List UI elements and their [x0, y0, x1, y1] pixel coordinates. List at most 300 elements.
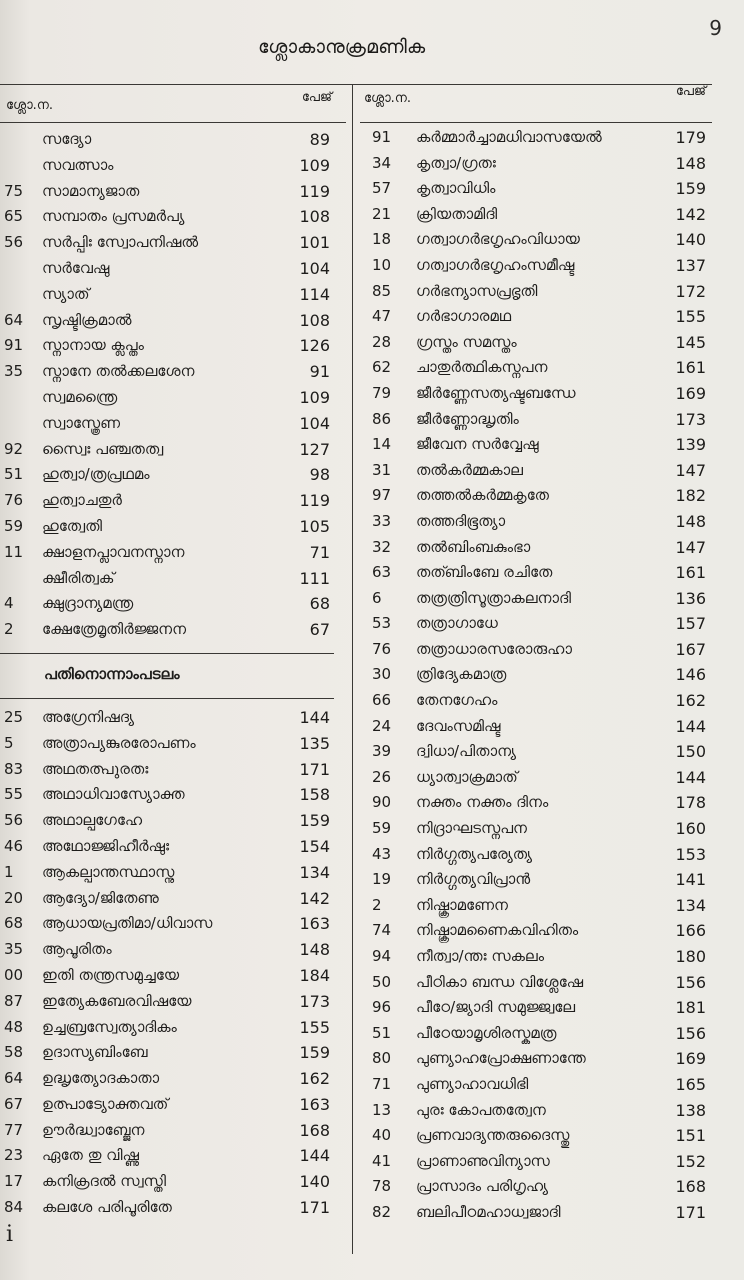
index-entry	[0, 757, 346, 783]
index-entry	[360, 151, 712, 177]
sloka-number: 91	[372, 128, 392, 146]
index-entry	[360, 407, 712, 433]
sloka-text: അഥാല്പഗേഹേ	[42, 811, 143, 830]
page-ref: 141	[675, 870, 706, 890]
index-entry	[0, 359, 346, 385]
index-entry	[0, 1118, 346, 1144]
sloka-number: 62	[372, 358, 392, 377]
sloka-text: സൃഷ്ടിക്രമാൽ	[42, 310, 132, 329]
index-entry	[0, 937, 346, 963]
index-entry	[360, 330, 712, 356]
index-entry	[360, 304, 712, 330]
index-entry	[0, 1040, 346, 1066]
sloka-number: 92	[4, 439, 24, 458]
index-entry	[360, 1123, 712, 1149]
index-entry	[360, 227, 712, 253]
sloka-number: 11	[4, 542, 24, 561]
index-entry	[0, 963, 346, 989]
page-ref: 163	[299, 914, 330, 934]
index-entry	[0, 488, 346, 514]
sloka-number: 18	[372, 230, 392, 249]
sloka-text: തത്രാധാരസരോരുഹാ	[416, 639, 572, 658]
sloka-number: 82	[372, 1202, 392, 1221]
page-ref: 145	[675, 332, 706, 352]
index-entry	[0, 808, 346, 834]
sloka-number: 48	[4, 1017, 24, 1036]
index-entry	[360, 1200, 712, 1226]
sloka-text: ജീർണ്ണേസത്യഷ്ടബന്ധേ	[416, 383, 576, 402]
page-ref: 171	[675, 1202, 706, 1222]
sloka-number: 2	[372, 895, 382, 914]
page-ref: 173	[299, 991, 330, 1011]
page-ref: 108	[299, 207, 330, 227]
page-ref: 154	[299, 836, 330, 856]
index-entry	[360, 893, 712, 919]
sloka-number: 17	[4, 1172, 24, 1191]
page-ref: 119	[299, 181, 330, 201]
sloka-number-label: ശ്ലോ.ന.	[6, 98, 53, 113]
page-ref: 98	[309, 465, 330, 485]
page-ref: 168	[299, 1120, 330, 1140]
page-ref: 111	[299, 568, 330, 588]
sloka-number-label: ശ്ലോ.ന.	[364, 91, 411, 106]
page-ref: 109	[299, 155, 330, 175]
sloka-text: ഉച്ചബ്രസ്വേത്യാദികം	[42, 1017, 177, 1036]
sloka-number: 83	[4, 759, 24, 778]
index-entry	[360, 1149, 712, 1175]
right-index-list	[360, 125, 712, 1226]
index-entry	[360, 125, 712, 151]
left-index-list	[0, 127, 346, 643]
sloka-text: നിഷ്ക്രാമണൈകവിഹിതം	[416, 921, 579, 940]
sloka-number: 2	[4, 620, 14, 639]
sloka-text: തേനഗേഹം	[416, 691, 498, 710]
sloka-text: നീത്വാ/ന്തഃ സകലം	[416, 947, 545, 965]
sloka-number: 66	[372, 691, 392, 710]
index-entry	[360, 202, 712, 228]
index-entry	[0, 1143, 346, 1169]
sloka-text: അഗ്രേനിഷദ്യ	[42, 707, 135, 726]
sloka-number: 24	[372, 716, 392, 735]
page-title: ശ്ലോകാനുക്രമണിക	[258, 36, 426, 58]
sloka-number: 85	[372, 281, 392, 300]
sloka-number: 34	[372, 153, 392, 172]
index-entry	[0, 153, 346, 179]
page-ref: 160	[675, 819, 706, 839]
page-ref: 179	[675, 128, 706, 147]
page-ref: 148	[675, 153, 706, 173]
sloka-text: സ്വാസ്ത്രേണ	[42, 413, 120, 432]
sloka-text: ഇതി തന്ത്രസമുച്ചയേ	[42, 965, 180, 984]
sloka-text: തത്തദിഭൂത്യാ	[416, 511, 506, 530]
sloka-text: കലശേ പരിപൂരിതേ	[42, 1198, 172, 1217]
index-entry	[0, 1015, 346, 1041]
page-ref: 163	[299, 1094, 330, 1114]
page-ref: 156	[675, 972, 706, 992]
page-ref: 167	[675, 639, 706, 659]
page-ref: 144	[299, 1146, 330, 1166]
sloka-text: അഥോജ്ജിഹീർഷുഃ	[42, 836, 170, 855]
sloka-number: 86	[372, 409, 392, 428]
index-entry	[0, 911, 346, 937]
sloka-text: കർമ്മാർച്ചാമധിവാസയേൽ	[416, 128, 602, 146]
sloka-number: 80	[372, 1049, 392, 1068]
index-entry	[0, 540, 346, 566]
page-ref: 148	[299, 940, 330, 960]
sloka-text: പീഠേയാമൃശിരസ്കമത്ര	[416, 1023, 557, 1042]
index-entry	[0, 591, 346, 617]
sloka-number: 56	[4, 233, 24, 252]
sloka-text: സ്വൈഃ പഞ്ചതത്വ	[42, 439, 164, 458]
sloka-number: 51	[4, 465, 24, 484]
sloka-number: 21	[372, 204, 392, 223]
page-ref: 158	[299, 785, 330, 805]
sloka-number: 76	[4, 491, 24, 510]
sloka-text: ഹുത്വേതി	[42, 516, 103, 535]
page-ref: 165	[675, 1074, 706, 1094]
page-ref: 166	[675, 921, 706, 941]
sloka-number: 74	[372, 921, 392, 940]
sloka-text: തൽബിംബകുംഭാ	[416, 537, 531, 556]
page-ref: 119	[299, 491, 330, 511]
sloka-number: 84	[4, 1198, 24, 1217]
page-ref: 184	[299, 965, 330, 985]
index-entry	[0, 1195, 346, 1221]
sloka-text: പ്രണവാദ്യന്തരുദൈസ്തു	[416, 1126, 570, 1145]
sloka-number: 59	[4, 516, 24, 535]
page-ref: 171	[299, 759, 330, 779]
index-entry	[0, 705, 346, 731]
sloka-number: 71	[372, 1074, 392, 1093]
page-ref: 147	[675, 537, 706, 557]
sloka-number: 19	[372, 870, 392, 889]
sloka-text: സമ്പാതം പ്രസമർപ്യ	[42, 207, 185, 226]
page-ref: 169	[675, 383, 706, 403]
index-entry	[0, 411, 346, 437]
sloka-text: തൽകർമ്മകാല	[416, 460, 523, 479]
page-ref: 138	[675, 1100, 706, 1120]
page-ref: 71	[309, 542, 330, 562]
sloka-number: 33	[372, 511, 392, 530]
page-ref: 147	[675, 460, 706, 480]
sloka-number: 53	[372, 614, 392, 633]
index-entry	[360, 1174, 712, 1200]
sloka-number: 6	[372, 588, 382, 607]
page-ref: 144	[299, 707, 330, 727]
sloka-text: തത്രാഗാധേ	[416, 614, 498, 633]
sloka-text: കൃത്വാവിധിം	[416, 179, 496, 198]
index-entry	[360, 944, 712, 970]
sloka-text: പ്രാസാദം പരിഗൃഹ്യ	[416, 1177, 549, 1196]
index-entry	[360, 253, 712, 279]
sloka-text: പ്രാണാണുവിന്യാസ	[416, 1151, 550, 1170]
footer-mark: i	[6, 1222, 14, 1247]
sloka-text: ക്ഷേത്രേമൃതിർജ്ജനന	[42, 620, 186, 639]
index-entry	[360, 842, 712, 868]
index-entry	[0, 566, 346, 592]
sloka-text: നക്തം നക്തം ദിനം	[416, 793, 549, 812]
left-index-list-section	[0, 705, 346, 1221]
index-entry	[0, 886, 346, 912]
sloka-text: ആകല്പാന്തസ്ഥാസ്നു	[42, 862, 175, 881]
index-entry	[0, 782, 346, 808]
sloka-number: 90	[372, 793, 392, 812]
sloka-number: 35	[4, 362, 24, 381]
sloka-text: ക്ഷാളനപ്ലാവനസ്നാന	[42, 542, 185, 561]
sloka-text: ഇത്യേകബേരവിഷയേ	[42, 991, 192, 1010]
sloka-number: 35	[4, 940, 24, 959]
index-entry	[360, 176, 712, 202]
sloka-number: 10	[372, 255, 392, 274]
index-entry	[0, 514, 346, 540]
page-ref: 105	[299, 516, 330, 536]
sloka-number: 75	[4, 181, 24, 200]
right-column-header	[360, 84, 712, 123]
sloka-text: ഹുത്വാചതുർ	[42, 491, 122, 510]
index-entry	[0, 617, 346, 643]
sloka-text: ഏതേ തു വിഷ്ണു	[42, 1146, 140, 1165]
page-ref: 144	[675, 767, 706, 787]
sloka-number: 4	[4, 594, 14, 613]
sloka-number: 23	[4, 1146, 24, 1165]
page-ref: 180	[675, 947, 706, 966]
sloka-number: 25	[4, 707, 24, 726]
sloka-text: ഉത്പാട്യോക്തവത്	[42, 1094, 169, 1113]
index-entry	[360, 381, 712, 407]
index-entry	[360, 279, 712, 305]
sloka-number: 57	[372, 179, 392, 198]
sloka-text: സർവേഷു	[42, 258, 110, 277]
index-entry	[0, 860, 346, 886]
sloka-number: 65	[4, 207, 24, 226]
page-ref: 146	[675, 665, 706, 685]
page-number: 9	[709, 16, 722, 40]
sloka-text: തത്രത്രിസൂത്രാകലനാദി	[416, 588, 571, 607]
sloka-text: സാമാന്യജാത	[42, 181, 140, 200]
index-entry	[0, 333, 346, 359]
sloka-text: ഗ്രസ്തം സമസ്തം	[416, 332, 517, 351]
page-ref: 151	[675, 1126, 706, 1146]
sloka-text: ദ്വിധാ/പിതാന്യ	[416, 742, 517, 761]
sloka-number: 64	[4, 310, 24, 329]
sloka-text: പുണ്യാഹപ്രോക്ഷണാന്തേ	[416, 1049, 586, 1068]
sloka-text: ഉദ്ധൃത്യോദകാതാ	[42, 1069, 160, 1088]
page-ref: 91	[309, 362, 330, 382]
index-entry	[360, 432, 712, 458]
sloka-number: 32	[372, 537, 392, 556]
page-ref: 153	[675, 844, 706, 864]
sloka-text: ഗത്വാഗർഭഗൃഹംവിധായ	[416, 230, 580, 249]
sloka-text: സ്നാനായ ക്ലപ്തം	[42, 336, 144, 355]
sloka-number: 1	[4, 862, 14, 881]
index-entry	[0, 204, 346, 230]
index-entry	[360, 483, 712, 509]
page-ref: 109	[299, 387, 330, 407]
sloka-number: 41	[372, 1151, 392, 1170]
sloka-text: തത്ബിംബേ രചിതേ	[416, 563, 553, 582]
page-ref: 104	[299, 413, 330, 433]
page-label: പേജ്	[301, 90, 332, 105]
sloka-text: ജീർണ്ണോദ്ധൃതിം	[416, 409, 519, 428]
page-ref: 162	[299, 1069, 330, 1089]
page-ref: 155	[299, 1017, 330, 1037]
index-entry	[360, 739, 712, 765]
sloka-number: 31	[372, 460, 392, 479]
page-ref: 137	[675, 255, 706, 275]
sloka-number: 91	[4, 336, 24, 355]
index-entry	[0, 989, 346, 1015]
index-entry	[360, 637, 712, 663]
index-entry	[0, 179, 346, 205]
page-ref: 159	[299, 811, 330, 831]
index-entry	[0, 462, 346, 488]
page-ref: 182	[675, 486, 706, 506]
sloka-text: ക്ഷീരിത്വക്	[42, 568, 115, 587]
sloka-number: 30	[372, 665, 392, 684]
sloka-number: 55	[4, 785, 24, 804]
page-ref: 134	[675, 895, 706, 915]
index-entry	[0, 230, 346, 256]
page-ref: 150	[675, 742, 706, 762]
sloka-text: ഊർദ്ധ്വാബ്ജേന	[42, 1120, 145, 1139]
index-entry	[0, 1066, 346, 1092]
sloka-text: പീഠികാ ബന്ധ വിശ്ലേഷേ	[416, 972, 584, 991]
sloka-text: ആദ്യോ/ജിതേണു	[42, 888, 159, 907]
index-entry	[0, 437, 346, 463]
page-ref: 127	[299, 439, 330, 459]
page-ref: 159	[299, 1043, 330, 1063]
page-ref: 161	[675, 563, 706, 583]
sloka-number: 5	[4, 733, 14, 752]
sloka-text: പുരഃ കോപതത്വേന	[416, 1100, 546, 1119]
sloka-text: ധ്യാത്വാക്രമാത്	[416, 767, 518, 786]
sloka-text: ആധായപ്രതിമാ/ധിവാസ	[42, 914, 213, 933]
sloka-number: 67	[4, 1094, 24, 1113]
page-ref: 136	[675, 588, 706, 608]
section-title: പതിനൊന്നാംപടലം	[44, 664, 180, 683]
page-ref: 140	[675, 230, 706, 250]
page-ref: 169	[675, 1049, 706, 1069]
page-ref: 104	[299, 258, 330, 278]
index-entry	[360, 688, 712, 714]
sloka-text: അഥതത്പുരതഃ	[42, 759, 149, 778]
index-entry	[360, 611, 712, 637]
index-entry	[360, 1021, 712, 1047]
sloka-number: 26	[372, 767, 392, 786]
page-ref: 172	[675, 281, 706, 301]
page-ref: 134	[299, 862, 330, 882]
sloka-number: 43	[372, 844, 392, 863]
index-entry	[360, 458, 712, 484]
page-ref: 142	[299, 888, 330, 908]
index-entry	[360, 586, 712, 612]
index-entry	[360, 535, 712, 561]
sloka-text: നിദ്രാഘടസ്നപന	[416, 819, 527, 838]
page-ref: 162	[675, 691, 706, 711]
sloka-number: 56	[4, 811, 24, 830]
sloka-number: 78	[372, 1177, 392, 1196]
index-entry	[360, 995, 712, 1021]
index-entry	[360, 970, 712, 996]
sloka-number: 58	[4, 1043, 24, 1062]
index-entry	[360, 662, 712, 688]
index-entry	[360, 790, 712, 816]
sloka-text: ഗർഭന്യാസപ്രഭൃതി	[416, 281, 538, 300]
index-entry	[360, 1072, 712, 1098]
sloka-text: പുണ്യാഹാവധിഭി	[416, 1074, 529, 1093]
index-entry	[0, 256, 346, 282]
sloka-number: 40	[372, 1126, 392, 1145]
sloka-text: ക്രിയതാമിദി	[416, 204, 498, 223]
sloka-text: ഹുത്വാ/ത്രപ്രഥമം	[42, 465, 150, 484]
index-entry	[0, 127, 346, 153]
sloka-text: ജീവേന സർവ്വേഷു	[416, 435, 539, 454]
sloka-text: അഥാധിവാസ്യോക്ത	[42, 785, 185, 804]
sloka-text: അത്രാപ്യങ്കുരരോപണം	[42, 733, 196, 752]
index-entry	[360, 816, 712, 842]
index-entry	[0, 834, 346, 860]
sloka-text: നിർഗ്ഗത്യവിപ്രാൻ	[416, 870, 531, 889]
page-ref: 142	[675, 204, 706, 224]
page-ref: 135	[299, 733, 330, 753]
sloka-text: ഗർഭാഗാരമഥ	[416, 307, 512, 326]
sloka-text: കനിക്രദൽ സ്വസ്തി	[42, 1172, 167, 1191]
page-ref: 144	[675, 716, 706, 736]
sloka-number: 13	[372, 1100, 392, 1119]
page-ref: 156	[675, 1023, 706, 1043]
index-entry	[360, 355, 712, 381]
sloka-text: പീഠേ/ജ്യാദി സമുജ്ജ്വലേ	[416, 998, 576, 1017]
sloka-number: 76	[372, 639, 392, 658]
sloka-number: 46	[4, 836, 24, 855]
sloka-number: 63	[372, 563, 392, 582]
sloka-text: ദേവംസമിഷ്ട	[416, 716, 501, 735]
sloka-number: 97	[372, 486, 392, 505]
left-column	[0, 84, 346, 1221]
page-ref: 114	[299, 284, 330, 304]
page-ref: 67	[309, 620, 330, 640]
page-ref: 152	[675, 1151, 706, 1171]
sloka-text: തത്തൽകർമ്മകൃതേ	[416, 486, 549, 505]
sloka-text: സ്യാത്	[42, 284, 90, 303]
column-divider	[352, 84, 353, 1254]
index-entry	[0, 308, 346, 334]
sloka-number: 51	[372, 1023, 392, 1042]
sloka-number: 64	[4, 1069, 24, 1088]
sloka-number: 96	[372, 998, 392, 1017]
sloka-number: 20	[4, 888, 24, 907]
sloka-text: സദ്യോ	[42, 130, 92, 148]
index-entry	[0, 731, 346, 757]
sloka-text: ആപൂരിതം	[42, 940, 112, 959]
sloka-text: സവത്സാം	[42, 155, 114, 174]
page-ref: 161	[675, 358, 706, 378]
sloka-text: സ്വമന്ത്രൈ	[42, 387, 118, 406]
section-heading	[0, 653, 334, 699]
sloka-number: 39	[372, 742, 392, 761]
index-entry	[0, 1092, 346, 1118]
page-ref: 173	[675, 409, 706, 429]
page-ref: 171	[299, 1198, 330, 1218]
sloka-number: 50	[372, 972, 392, 991]
index-entry	[360, 1046, 712, 1072]
page-ref: 89	[309, 130, 330, 149]
sloka-number: 00	[4, 965, 24, 984]
index-entry	[0, 1169, 346, 1195]
index-entry	[360, 560, 712, 586]
index-entry	[360, 918, 712, 944]
page-ref: 68	[309, 594, 330, 614]
